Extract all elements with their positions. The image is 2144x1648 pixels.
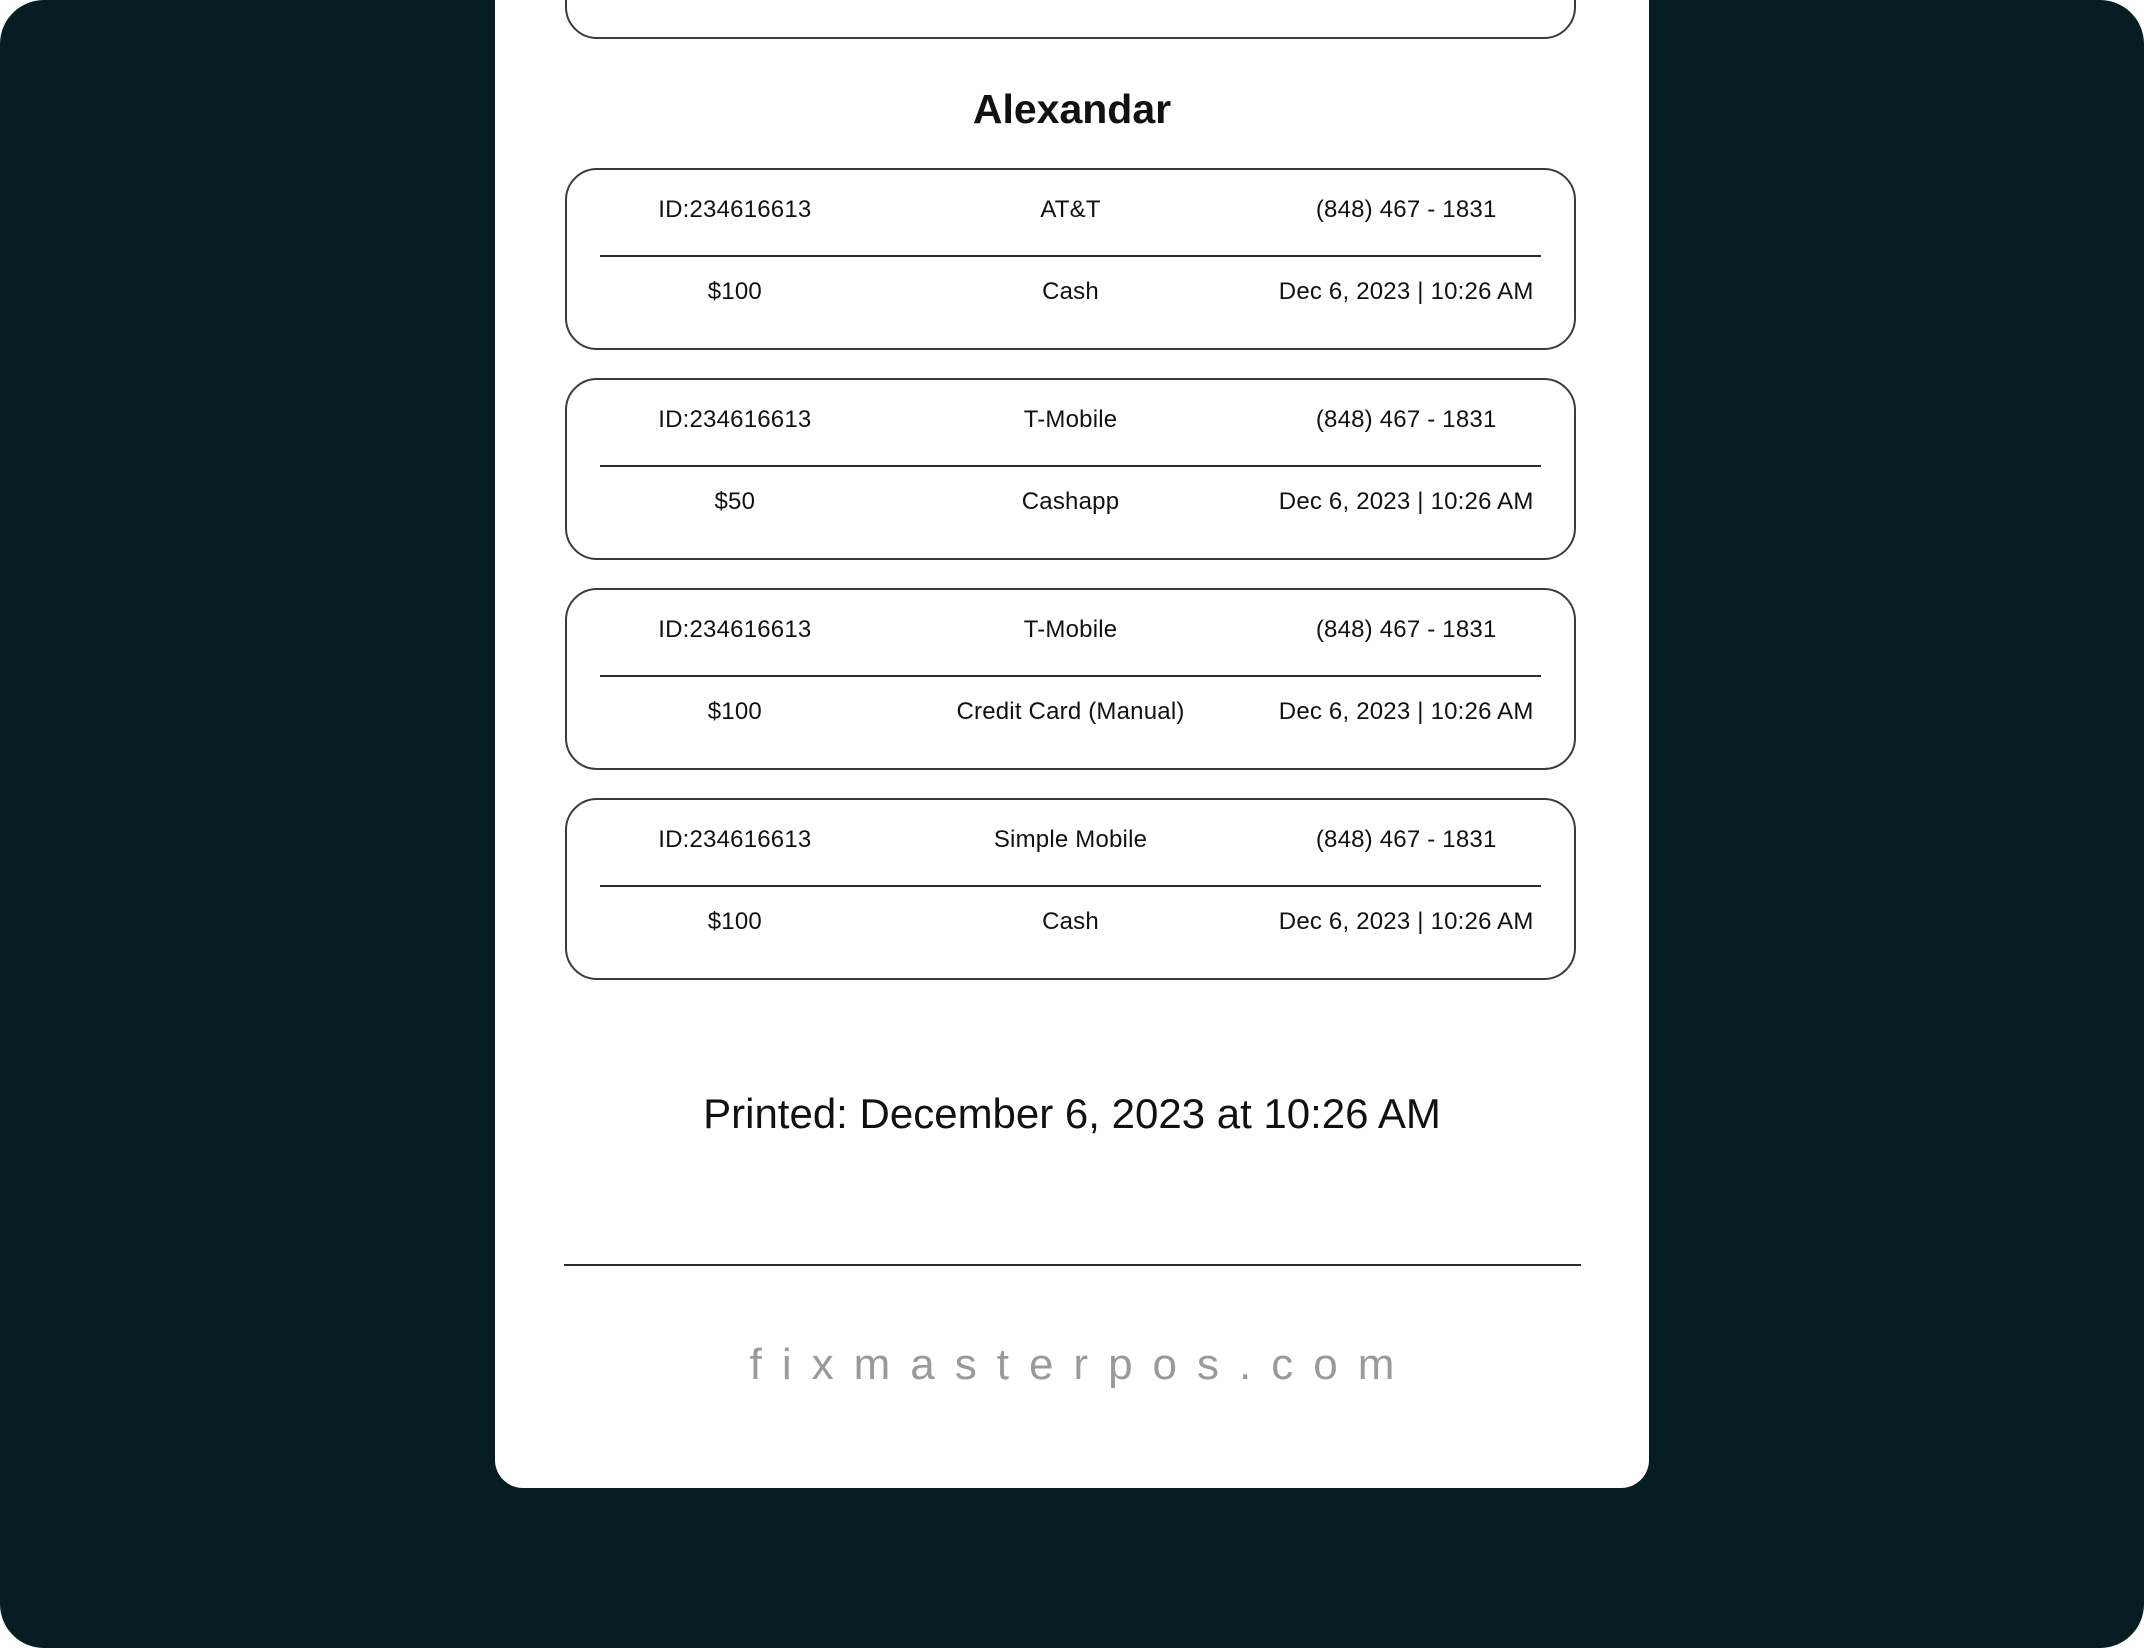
card-divider <box>600 675 1541 677</box>
website-text: fixmasterpos.com <box>749 1340 1415 1389</box>
receipt-sheet[interactable] <box>495 0 1649 1488</box>
phone-text: (848) 467 - 1831 <box>1315 616 1497 643</box>
transaction-card <box>565 168 1576 350</box>
payment-method-text: Cash <box>1042 908 1099 935</box>
datetime-text: Dec 6, 2023 | 10:26 AM <box>1278 278 1534 305</box>
transaction-id-text: ID:234616613 <box>658 826 812 853</box>
transaction-card-previous <box>565 0 1576 39</box>
card-divider <box>600 885 1541 887</box>
carrier-text: T-Mobile <box>1023 406 1118 433</box>
payment-method-text: Cashapp <box>1021 488 1120 515</box>
datetime-text: Dec 6, 2023 | 10:26 AM <box>1278 908 1534 935</box>
footer-divider <box>564 1264 1581 1266</box>
customer-name-heading: Alexandar <box>972 86 1172 132</box>
transaction-row-info <box>567 820 1574 860</box>
phone-text: (848) 467 - 1831 <box>1315 196 1497 223</box>
transaction-row-payment <box>567 272 1574 312</box>
transaction-id-text: ID:234616613 <box>658 406 812 433</box>
carrier-text: AT&T <box>1040 196 1101 223</box>
carrier-text: Simple Mobile <box>993 826 1148 853</box>
printed-timestamp: Printed: December 6, 2023 at 10:26 AM <box>703 1090 1441 1137</box>
transaction-card <box>565 798 1576 980</box>
amount-text: $50 <box>714 488 756 515</box>
transaction-id-text: ID:234616613 <box>658 616 812 643</box>
amount-text: $100 <box>707 698 762 725</box>
carrier-text: T-Mobile <box>1023 616 1118 643</box>
payment-method-text: Credit Card (Manual) <box>956 698 1185 725</box>
transaction-card <box>565 588 1576 770</box>
transaction-row-payment <box>567 692 1574 732</box>
transaction-card <box>565 378 1576 560</box>
datetime-text: Dec 6, 2023 | 10:26 AM <box>1278 488 1534 515</box>
payment-method-text: Cash <box>1042 278 1099 305</box>
transaction-row-info <box>567 400 1574 440</box>
transaction-row-info <box>567 610 1574 650</box>
card-divider <box>600 255 1541 257</box>
transaction-row-payment <box>567 0 1574 1</box>
phone-text: (848) 467 - 1831 <box>1315 406 1497 433</box>
datetime-text: Dec 6, 2023 | 10:26 AM <box>1278 698 1534 725</box>
transaction-row-info <box>567 190 1574 230</box>
transaction-row-payment <box>567 482 1574 522</box>
transaction-id-text: ID:234616613 <box>658 196 812 223</box>
amount-text: $100 <box>707 908 762 935</box>
amount-text: $100 <box>707 278 762 305</box>
phone-text: (848) 467 - 1831 <box>1315 826 1497 853</box>
transaction-row-payment <box>567 902 1574 942</box>
card-divider <box>600 465 1541 467</box>
